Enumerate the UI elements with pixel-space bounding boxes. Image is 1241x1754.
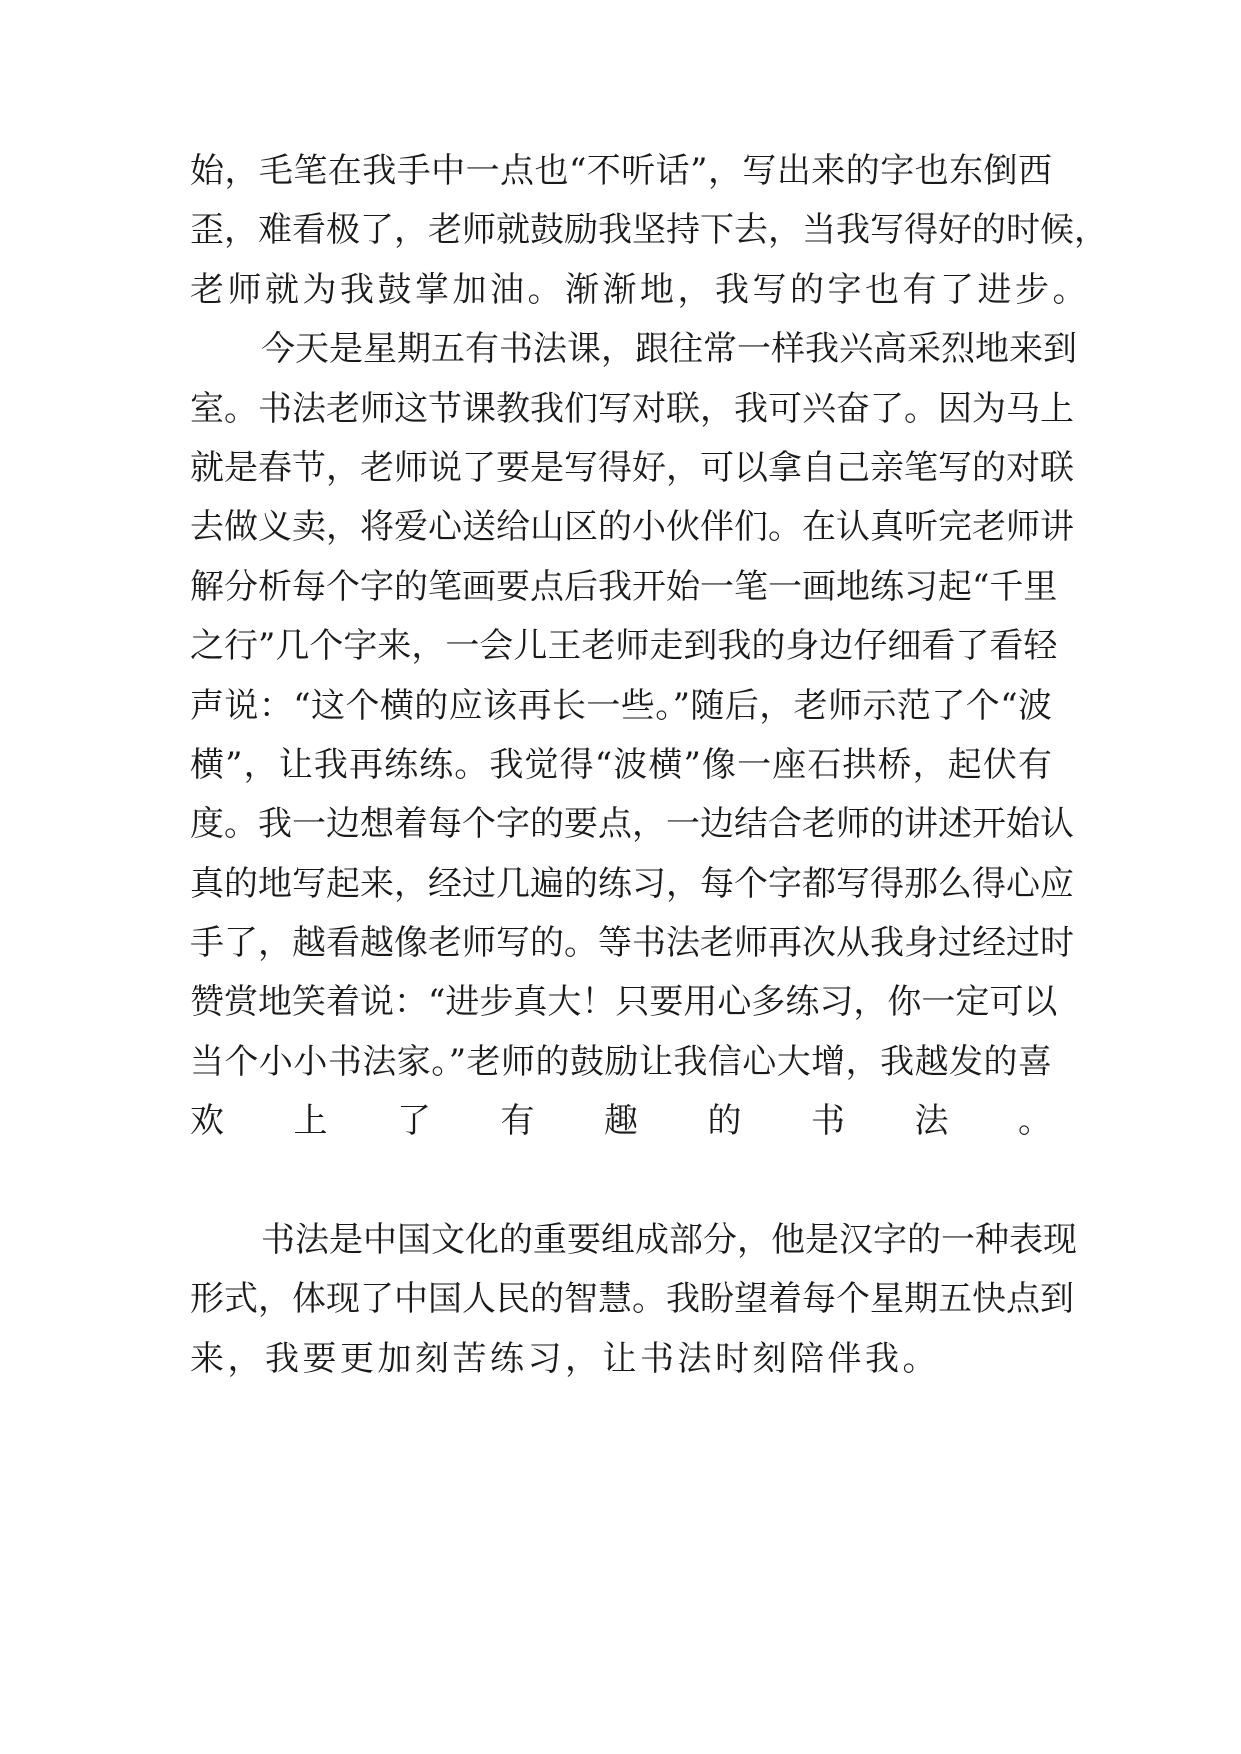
text-line: 手了，越看越像老师写的。等书法老师再次从我身过经过时 (190, 923, 1074, 964)
text-line: 就是春节，老师说了要是写得好，可以拿自己亲笔写的对联 (190, 447, 1074, 488)
text-line: 赞赏地笑着说：“进步真大！只要用心多练习，你一定可以 (190, 982, 1058, 1023)
paragraph-1 (190, 142, 1108, 320)
text-line: 去做义卖，将爱心送给山区的小伙伴们。在认真听完老师讲 (190, 507, 1074, 548)
text-line: 欢上了有趣的书法。 (190, 1101, 1052, 1142)
text-line: 始，毛笔在我手中一点也“不听话”，写出来的字也东倒西 (190, 151, 1052, 191)
text-line: 当个小小书法家。”老师的鼓励让我信心大增，我越发的喜 (190, 1041, 1052, 1082)
text-line: 今天是星期五有书法课，跟往常一样我兴高采烈地来到 (261, 329, 1077, 370)
text-line: 真的地写起来，经过几遍的练习，每个字都写得那么得心应 (190, 863, 1074, 904)
text-line: 歪，难看极了，老师就鼓励我坚持下去，当我写得好的时候， (190, 210, 1108, 251)
text-line: 声说：“这个横的应该再长一些。”随后，老师示范了个“波 (190, 685, 1052, 726)
text-line: 度。我一边想着每个字的要点，一边结合老师的讲述开始认 (190, 804, 1074, 845)
text-line (190, 1152, 1052, 1211)
text-line: 之行”几个字来，一会儿王老师走到我的身边仔细看了看轻 (190, 626, 1058, 667)
text-line: 解分析每个字的笔画要点后我开始一笔一画地练习起“千里 (190, 566, 1058, 607)
text-line: 横”，让我再练练。我觉得“波横”像一座石拱桥，起伏有 (190, 744, 1052, 785)
text-line: 室。书法老师这节课教我们写对联，我可兴奋了。因为马上 (190, 388, 1074, 429)
text-line: 书法是中国文化的重要组成部分，他是汉字的一种表现 (261, 1220, 1077, 1261)
paragraph-3 (190, 1211, 1077, 1389)
text-line: 老师就为我鼓掌加油。渐渐地，我写的字也有了进步。 (190, 269, 1090, 310)
document-body (190, 142, 1108, 1389)
text-line: 来，我要更加刻苦练习，让书法时刻陪伴我。 (190, 1338, 940, 1379)
paragraph-2 (190, 320, 1077, 1211)
text-line: 形式，体现了中国人民的智慧。我盼望着每个星期五快点到 (190, 1279, 1074, 1320)
